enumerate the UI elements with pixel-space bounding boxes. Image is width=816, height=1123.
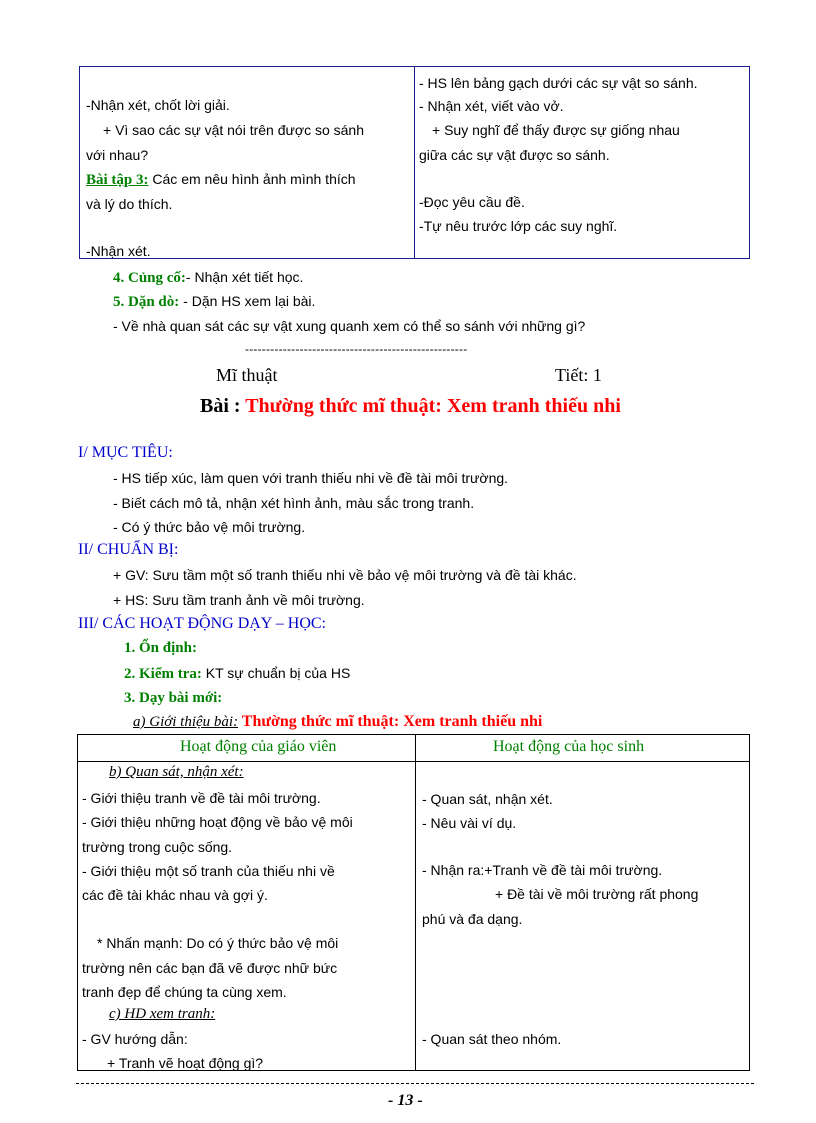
preparation-item: + GV: Sưu tầm một số tranh thiếu nhi về bảo vệ môi trường và đề tài khác. bbox=[113, 567, 577, 583]
teacher-activity-line: - Giới thiệu tranh về đề tài môi trường. bbox=[82, 790, 321, 806]
right-cell-line: + Suy nghĩ để thấy được sự giống nhau bbox=[432, 122, 680, 138]
continued-lesson-table bbox=[79, 66, 750, 259]
lesson-title-prefix: Bài : bbox=[200, 395, 246, 417]
student-activity-line: - Nhận ra:+Tranh về đề tài môi trường. bbox=[422, 862, 663, 878]
table-header-divider bbox=[78, 761, 749, 762]
footer-dashed-rule bbox=[76, 1083, 754, 1084]
section-objectives-heading: I/ MỤC TIÊU: bbox=[78, 444, 173, 461]
consolidation-text: - Nhận xét tiết học. bbox=[185, 269, 304, 285]
guide-subheading: c) HD xem tranh: bbox=[109, 1006, 216, 1022]
step-new-lesson: 3. Dạy bài mới: bbox=[124, 690, 223, 706]
table-column-divider bbox=[415, 735, 416, 1070]
table-column-divider bbox=[414, 67, 415, 258]
objective-item: - Biết cách mô tả, nhận xét hình ảnh, màu sắc trong tranh. bbox=[113, 495, 475, 511]
subject-name: Mĩ thuật bbox=[216, 365, 278, 385]
homework-note: - Về nhà quan sát các sự vật xung quanh xem có thể so sánh với những gì? bbox=[113, 318, 586, 334]
lesson-title bbox=[200, 395, 621, 418]
right-cell-line: - Nhận xét, viết vào vở. bbox=[419, 98, 564, 114]
teacher-activity-line: trường nên các bạn đã vẽ được nhữ bức bbox=[82, 960, 338, 976]
student-activity-line: phú và đa dạng. bbox=[422, 911, 523, 927]
teacher-activity-line: - Giới thiệu những hoạt động về bảo vệ môi bbox=[82, 814, 353, 830]
student-activity-line: - Quan sát theo nhóm. bbox=[422, 1031, 562, 1047]
intro-title: Thường thức mĩ thuật: Xem tranh thiếu nhi bbox=[238, 713, 543, 730]
left-cell-line: + Vì sao các sự vật nói trên được so sánh bbox=[103, 122, 364, 138]
homework-line bbox=[113, 293, 315, 311]
left-cell-line: và lý do thích. bbox=[86, 196, 173, 212]
period-number: Tiết: 1 bbox=[555, 365, 602, 385]
objective-item: - HS tiếp xúc, làm quen với tranh thiếu nhi về đề tài môi trường. bbox=[113, 470, 509, 486]
homework-text: - Dặn HS xem lại bài. bbox=[179, 293, 316, 309]
student-activity-line: - Nêu vài ví dụ. bbox=[422, 815, 517, 831]
teacher-activity-line: tranh đẹp để chúng ta cùng xem. bbox=[82, 984, 287, 1000]
right-cell-line: -Đọc yêu cầu đề. bbox=[419, 194, 525, 210]
section-preparation-heading: II/ CHUẨN BỊ: bbox=[78, 541, 179, 558]
teacher-column-header: Hoạt động của giáo viên bbox=[180, 738, 337, 755]
preparation-item: + HS: Sưu tầm tranh ảnh về môi trường. bbox=[113, 592, 365, 608]
right-cell-line: -Tự nêu trước lớp các suy nghĩ. bbox=[419, 218, 618, 234]
right-cell-line: - HS lên bảng gạch dưới các sự vật so sánh. bbox=[419, 75, 698, 91]
lesson-title-text: Thường thức mĩ thuật: Xem tranh thiếu nhi bbox=[245, 395, 621, 417]
left-cell-line: -Nhận xét, chốt lời giải. bbox=[86, 97, 230, 113]
teacher-activity-line: - GV hướng dẫn: bbox=[82, 1031, 188, 1047]
section-separator: ----------------------------------------------------- bbox=[245, 342, 468, 356]
step-check-label: 2. Kiểm tra: bbox=[124, 666, 202, 682]
left-cell-line: -Nhận xét. bbox=[86, 243, 151, 259]
right-cell-line: giữa các sự vật được so sánh. bbox=[419, 147, 610, 163]
teacher-activity-line: * Nhấn mạnh: Do có ý thức bảo vệ môi bbox=[97, 935, 339, 951]
teacher-activity-line: trường trong cuộc sống. bbox=[82, 839, 233, 855]
page-number: - 13 - bbox=[388, 1092, 423, 1109]
student-column-header: Hoạt động của học sinh bbox=[493, 738, 645, 755]
student-activity-line: + Đề tài về môi trường rất phong bbox=[495, 886, 699, 902]
consolidation-label: 4. Củng cố: bbox=[113, 270, 186, 286]
exercise-text: Các em nêu hình ảnh mình thích bbox=[148, 171, 356, 187]
teacher-activity-line: các đề tài khác nhau và gợi ý. bbox=[82, 887, 268, 903]
step-check-text: KT sự chuẩn bị của HS bbox=[201, 665, 351, 681]
step-stabilize: 1. Ổn định: bbox=[124, 640, 197, 656]
homework-label: 5. Dặn dò: bbox=[113, 294, 180, 310]
teacher-activity-line: + Tranh vẽ hoạt động gì? bbox=[107, 1055, 264, 1071]
step-check bbox=[124, 665, 350, 683]
intro-line bbox=[133, 713, 542, 731]
exercise-label: Bài tập 3: bbox=[86, 172, 149, 188]
teacher-activity-line: - Giới thiệu một số tranh của thiếu nhi về bbox=[82, 863, 335, 879]
consolidation-line bbox=[113, 269, 303, 287]
observe-subheading: b) Quan sát, nhận xét: bbox=[109, 764, 244, 780]
intro-label: a) Giới thiệu bài: bbox=[133, 714, 239, 730]
left-cell-line bbox=[86, 171, 356, 189]
left-cell-line: với nhau? bbox=[86, 147, 149, 163]
objective-item: - Có ý thức bảo vệ môi trường. bbox=[113, 519, 306, 535]
section-activities-heading: III/ CÁC HOẠT ĐỘNG DẠY – HỌC: bbox=[78, 615, 326, 632]
student-activity-line: - Quan sát, nhận xét. bbox=[422, 791, 553, 807]
